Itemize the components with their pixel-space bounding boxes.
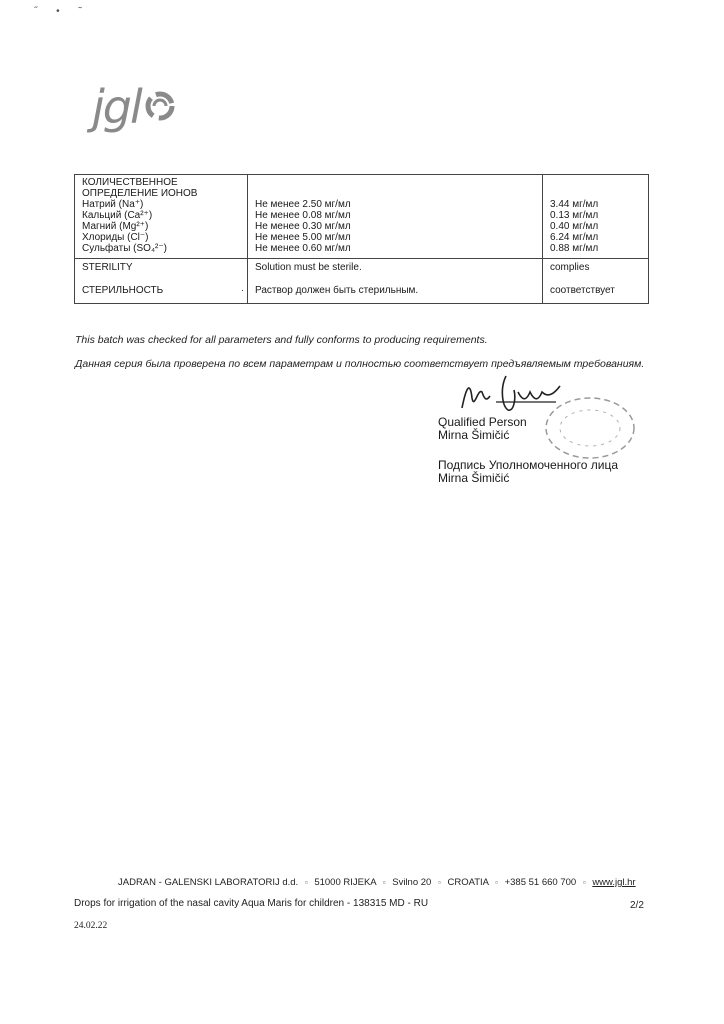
separator-dot-icon: ▫	[382, 878, 386, 887]
authorized-person-title: Подпись Уполномоченного лица	[438, 458, 619, 472]
qualified-person-block	[438, 416, 527, 442]
separator-dot-icon: ▫	[582, 878, 586, 887]
ion-name: Натрий (Na⁺)	[82, 199, 144, 210]
separator-dot-icon: ▫	[495, 878, 498, 887]
conformity-statement-ru: Данная серия была проверена по всем параметрам и полностью соответствует предъявляемым требованиям.	[75, 358, 645, 370]
ion-requirement: Не менее 5.00 мг/мл	[255, 232, 351, 243]
company-street: Svilno 20	[392, 877, 432, 888]
sterility-label-en: STERILITY	[82, 262, 133, 273]
ion-name: Сульфаты (SO₄²⁻)	[82, 243, 167, 254]
ion-result: 0.88 мг/мл	[550, 243, 599, 254]
ion-requirement: Не менее 0.60 мг/мл	[255, 243, 351, 254]
ion-result: 0.40 мг/мл	[550, 221, 599, 232]
ions-heading-line-2: ОПРЕДЕЛЕНИЕ ИОНОВ	[82, 188, 198, 199]
logo-text: jgl	[92, 80, 141, 134]
company-city: 51000 RIJEKA	[314, 877, 377, 888]
separator-dot-icon: ▫	[304, 878, 308, 887]
scan-marks: ˝ • ˜	[34, 6, 90, 17]
sterility-label-ru: СТЕРИЛЬНОСТЬ ·	[82, 285, 244, 296]
company-logo	[92, 80, 175, 134]
ion-result: 0.13 мг/мл	[550, 210, 599, 221]
conformity-statement-en: This batch was checked for all parameters and fully conforms to producing requirements.	[75, 334, 488, 346]
sterility-result-ru: соответствует	[550, 285, 615, 296]
sterility-row	[75, 259, 649, 304]
company-country: CROATIA	[447, 877, 489, 888]
footer-company-line	[118, 877, 636, 888]
qualified-person-title: Qualified Person	[438, 415, 527, 429]
footer-product-line: Drops for irrigation of the nasal cavity Aqua Maris for children - 138315 MD - RU	[74, 898, 429, 909]
ion-requirement: Не менее 0.08 мг/мл	[255, 210, 351, 221]
sterility-requirement-cell	[248, 259, 543, 304]
sterility-parameter-cell	[75, 259, 248, 304]
ions-requirement-cell	[248, 175, 543, 259]
ions-row	[75, 175, 649, 259]
ions-result-cell	[543, 175, 649, 259]
sterility-requirement-en: Solution must be sterile.	[255, 262, 362, 273]
company-website-link[interactable]: www.jgl.hr	[592, 877, 636, 888]
sterility-requirement-ru: Раствор должен быть стерильным.	[255, 285, 419, 296]
ion-name: Магний (Mg²⁺)	[82, 221, 149, 232]
company-name: JADRAN - GALENSKI LABORATORIJ d.d.	[118, 877, 299, 888]
ion-requirement: Не менее 2.50 мг/мл	[255, 199, 351, 210]
qualified-person-name: Mirna Šimičić	[438, 428, 510, 442]
separator-dot-icon: ▫	[437, 878, 441, 887]
document-date: 24.02.22	[74, 921, 108, 931]
ion-result: 6.24 мг/мл	[550, 232, 599, 243]
ion-requirement: Не менее 0.30 мг/мл	[255, 221, 351, 232]
logo-swirl-icon	[145, 91, 175, 126]
authorized-person-block	[438, 459, 618, 485]
authorized-person-name: Mirna Šimičić	[438, 471, 510, 485]
sterility-result-en: complies	[550, 262, 590, 273]
company-phone: +385 51 660 700	[504, 877, 577, 888]
page-number: 2/2	[630, 900, 644, 911]
sterility-result-cell	[543, 259, 649, 304]
ion-result: 3.44 мг/мл	[550, 199, 599, 210]
specification-table	[74, 174, 649, 304]
ions-parameter-cell	[75, 175, 248, 259]
ions-heading-line-1: КОЛИЧЕСТВЕННОЕ	[82, 177, 178, 188]
ion-name: Кальций (Ca²⁺)	[82, 210, 153, 221]
ion-name: Хлориды (Cl⁻)	[82, 232, 149, 243]
